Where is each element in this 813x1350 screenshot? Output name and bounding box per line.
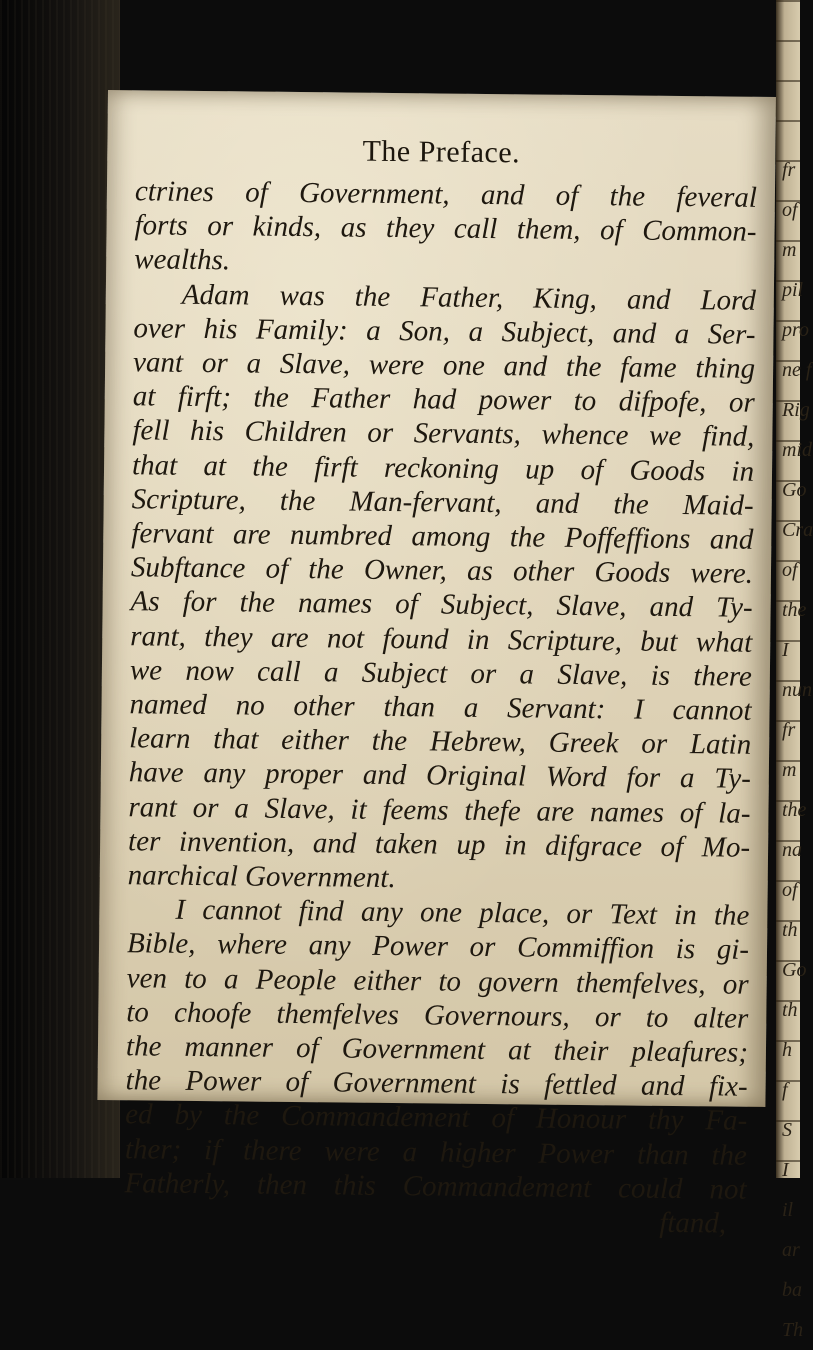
next-page-fragment: Rig — [782, 399, 810, 421]
text-line: to choofe themfelves Governours, or to alter — [126, 996, 749, 1035]
next-page-fragment: h — [782, 1039, 792, 1061]
text-line: Adam was the Father, King, and Lord — [181, 278, 756, 317]
text-line: we now call a Subject or a Slave, is there — [129, 654, 753, 693]
text-line: rant or a Slave, it feems thefe are names of la- — [128, 790, 751, 830]
next-page-fragment: of — [782, 199, 798, 221]
text-line: ven to a People either to govern themfelves, or — [126, 961, 749, 1001]
next-page-fragment: of — [782, 879, 798, 901]
catchword: ftand, — [659, 1206, 727, 1240]
next-page-fragment: f — [782, 1079, 788, 1101]
next-page-fragment: mid — [782, 439, 812, 461]
next-page-fragment: ba — [782, 1279, 802, 1301]
text-line: fell his Children or Servants, whence we find, — [132, 414, 755, 454]
text-line: Bible, where any Power or Commiffion is gi- — [126, 927, 750, 967]
text-line: Fatherly, then this Commandement could not — [124, 1167, 747, 1206]
next-page-fragment: fr — [782, 159, 796, 181]
next-page-fragment: Go — [782, 479, 807, 501]
next-page-fragment: pil — [782, 279, 804, 301]
text-line: fervant are numbred among the Poffeffions and — [131, 517, 754, 556]
next-page-fragment: Th — [782, 1319, 804, 1341]
next-page-fragment: ar — [782, 1239, 800, 1261]
text-line: at firft; the Father had power to difpofe, or — [132, 380, 755, 420]
next-page-fragment: m — [782, 239, 797, 261]
text-line: vant or a Slave, were one and the fame thing — [132, 346, 756, 385]
text-line: narchical Government. — [127, 859, 396, 895]
text-line: I cannot find any one place, or Text in the — [175, 894, 750, 933]
next-page-fragment: I — [782, 1159, 789, 1181]
next-page-fragment: fr — [782, 719, 796, 741]
text-line: have any proper and Original Word for a Ty- — [128, 756, 751, 796]
next-page-fragment: m — [782, 759, 797, 781]
text-line: Subftance of the Owner, as other Goods were. — [130, 551, 754, 591]
next-page-fragment: pro — [782, 319, 810, 341]
next-page-fragment: the — [782, 799, 807, 821]
text-line: that at the firft reckoning up of Goods in — [131, 448, 755, 488]
text-line: forts or kinds, as they call them, of Common- — [134, 209, 757, 249]
text-line: named no other than a Servant: I cannot — [129, 688, 752, 727]
next-page-fragment: of — [782, 559, 798, 581]
text-line: ter invention, and taken up in difgrace of Mo- — [127, 825, 751, 864]
next-page-fragment: S — [782, 1119, 792, 1141]
next-page-fragment: il — [782, 1199, 794, 1221]
next-page-fragment: the — [782, 599, 807, 621]
text-line: rant, they are not found in Scripture, but what — [130, 619, 753, 659]
next-page-fragment: Go — [782, 959, 807, 981]
next-page-fragment: I — [782, 639, 789, 661]
running-head: The Preface. — [362, 134, 521, 170]
text-line: learn that either the Hebrew, Greek or Latin — [129, 722, 752, 762]
next-page-fragment: nun — [782, 679, 812, 701]
text-line: the Power of Government is fettled and fix- — [125, 1064, 748, 1104]
text-line: wealths. — [134, 243, 231, 277]
next-page-fragment: th — [782, 919, 798, 941]
book-page — [97, 90, 776, 1240]
text-line: As for the names of Subject, Slave, and Ty- — [130, 585, 753, 625]
body-text — [124, 174, 757, 1241]
text-line: the manner of Government at their pleafures; — [125, 1030, 749, 1069]
text-line: over his Family: a Son, a Subject, and a Ser- — [133, 312, 756, 351]
next-page-fragment: ne f — [782, 359, 812, 381]
next-page-fragment: Cra — [782, 519, 813, 541]
text-line: Scripture, the Man-fervant, and the Maid- — [131, 483, 754, 522]
text-line: ther; if there were a higher Power than the — [124, 1132, 748, 1172]
next-page-edge — [776, 0, 813, 1341]
next-page-fragment: th — [782, 999, 798, 1021]
text-line: ctrines of Government, and of the feveral — [134, 175, 758, 214]
text-line: ed by the Commandement of Honour thy Fa- — [125, 1098, 748, 1138]
next-page-fragment: na — [782, 839, 802, 861]
